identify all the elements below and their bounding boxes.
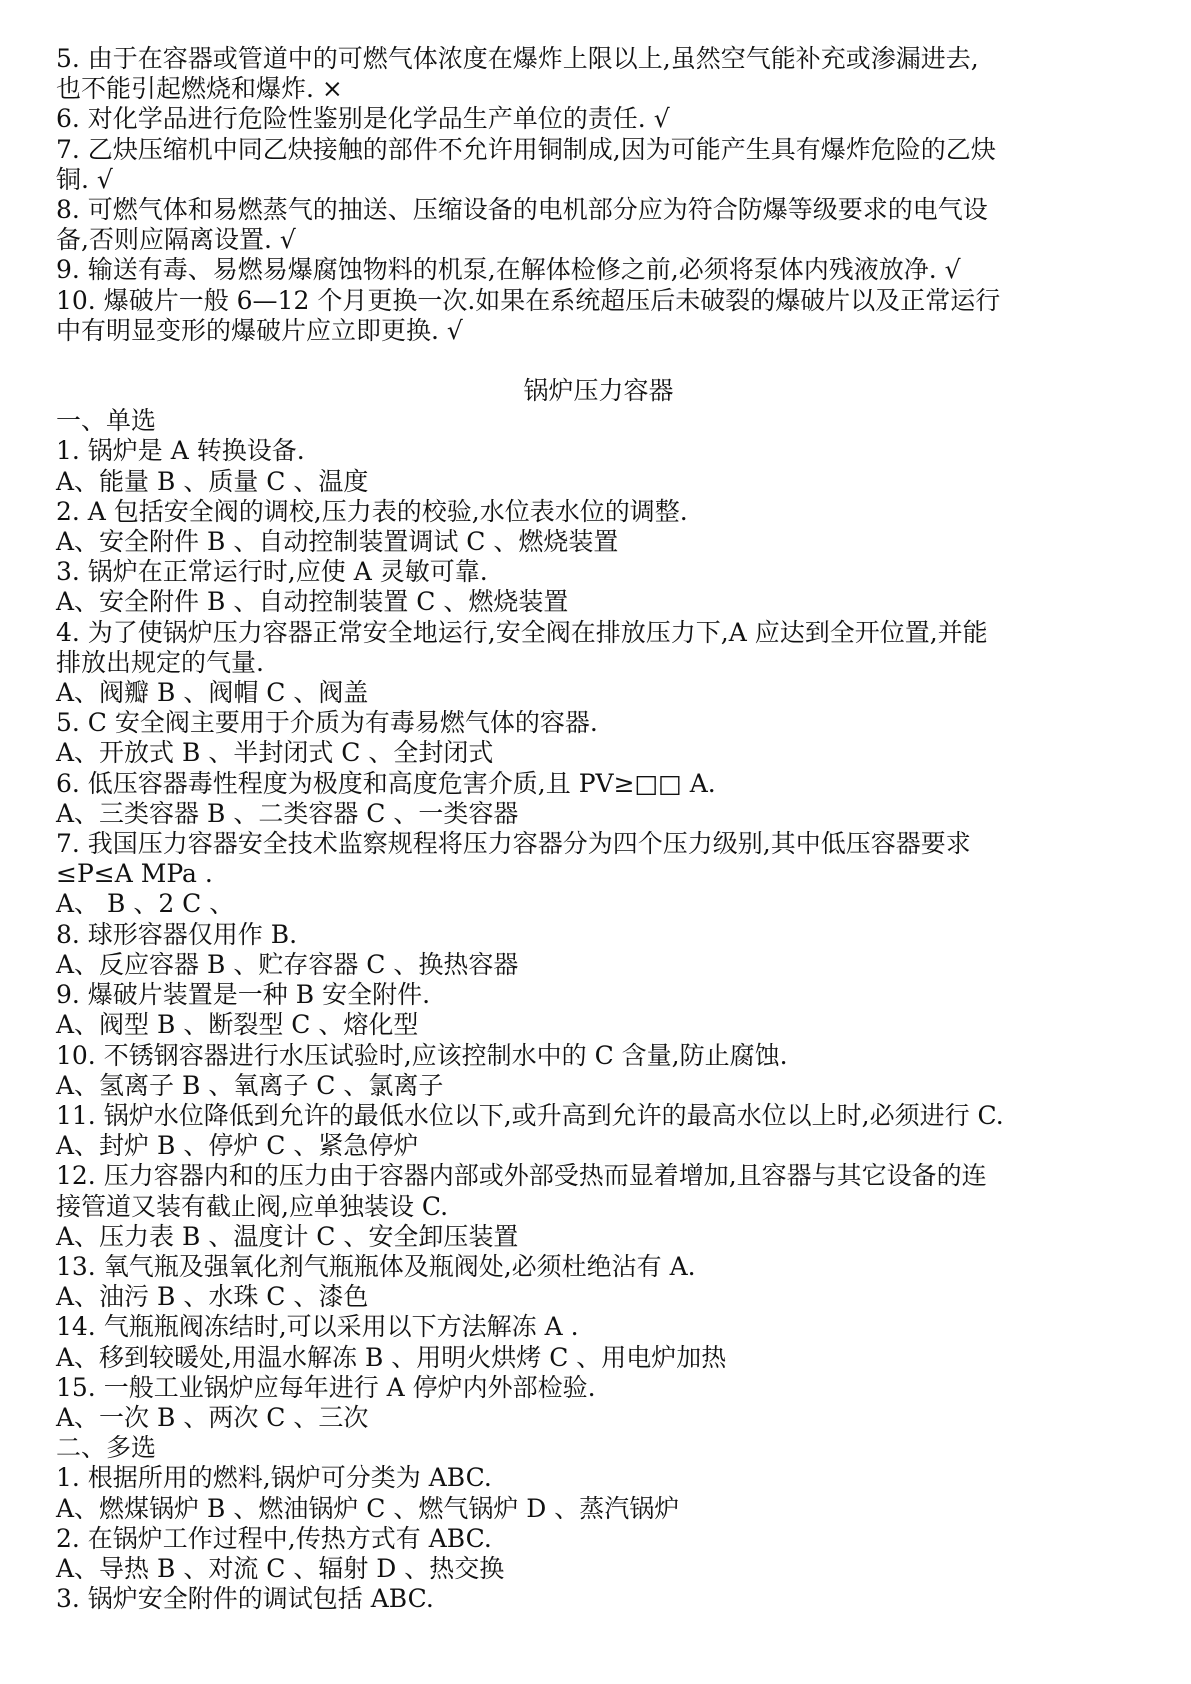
text-line: A、安全附件 B 、自动控制装置 C 、燃烧装置 xyxy=(56,587,569,617)
text-line: A、移到较暖处,用温水解冻 B 、用明火烘烤 C 、用电炉加热 xyxy=(56,1342,727,1372)
text-line: 接管道又装有截止阀,应单独装设 C. xyxy=(56,1191,449,1221)
text-line: 2. 在锅炉工作过程中,传热方式有 ABC. xyxy=(56,1523,492,1553)
text-line: 6. 对化学品进行危险性鉴别是化学品生产单位的责任. √ xyxy=(56,104,670,134)
text-line: A、封炉 B 、停炉 C 、紧急停炉 xyxy=(56,1131,419,1161)
text-line: A、氢离子 B 、氧离子 C 、氯离子 xyxy=(56,1070,444,1100)
text-line: A、反应容器 B 、贮存容器 C 、换热容器 xyxy=(56,949,519,979)
text-line: A、安全附件 B 、自动控制装置调试 C 、燃烧装置 xyxy=(56,527,619,557)
text-line: 1. 根据所用的燃料,锅炉可分类为 ABC. xyxy=(56,1463,492,1493)
text-line: 5. C 安全阀主要用于介质为有毒易燃气体的容器. xyxy=(56,708,598,738)
text-line: A、导热 B 、对流 C 、辐射 D 、热交换 xyxy=(56,1553,505,1583)
text-line: 11. 锅炉水位降低到允许的最低水位以下,或升高到允许的最高水位以上时,必须进行 C. xyxy=(56,1100,1004,1130)
text-line: 2. A 包括安全阀的调校,压力表的校验,水位表水位的调整. xyxy=(56,496,688,526)
text-line: 排放出规定的气量. xyxy=(56,647,264,677)
text-line: A、能量 B 、质量 C 、温度 xyxy=(56,466,369,496)
text-line: 7. 我国压力容器安全技术监察规程将压力容器分为四个压力级别,其中低压容器要求 xyxy=(56,829,971,859)
text-line: 8. 可燃气体和易燃蒸气的抽送、压缩设备的电机部分应为符合防爆等级要求的电气设 xyxy=(56,195,988,225)
section-title: 锅炉压力容器 xyxy=(523,376,674,406)
text-line: A、阀型 B 、断裂型 C 、熔化型 xyxy=(56,1010,419,1040)
text-line: 13. 氧气瓶及强氧化剂气瓶瓶体及瓶阀处,必须杜绝沾有 A. xyxy=(56,1251,696,1281)
text-line: A、三类容器 B 、二类容器 C 、一类容器 xyxy=(56,798,519,828)
text-block-2 xyxy=(56,406,1141,1614)
text-line: A、燃煤锅炉 B 、燃油锅炉 C 、燃气锅炉 D 、蒸汽锅炉 xyxy=(56,1493,680,1523)
text-line: 8. 球形容器仅用作 B. xyxy=(56,919,298,949)
text-line: 也不能引起燃烧和爆炸. × xyxy=(56,74,343,104)
text-line: 二、多选 xyxy=(56,1433,157,1463)
text-block-1 xyxy=(56,44,1141,346)
text-line: A、开放式 B 、半封闭式 C 、全封闭式 xyxy=(56,738,494,768)
text-line: 9. 输送有毒、易燃易爆腐蚀物料的机泵,在解体检修之前,必须将泵体内残液放净. √ xyxy=(56,255,961,285)
text-line: 3. 锅炉安全附件的调试包括 ABC. xyxy=(56,1584,434,1614)
text-line: A、一次 B 、两次 C 、三次 xyxy=(56,1402,369,1432)
text-line: 15. 一般工业锅炉应每年进行 A 停炉内外部检验. xyxy=(56,1372,596,1402)
text-line: 5. 由于在容器或管道中的可燃气体浓度在爆炸上限以上,虽然空气能补充或渗漏进去, xyxy=(56,44,979,73)
text-line: A、油污 B 、水珠 C 、漆色 xyxy=(56,1282,369,1312)
text-line: 12. 压力容器内和的压力由于容器内部或外部受热而显着增加,且容器与其它设备的连 xyxy=(56,1161,987,1191)
text-line: 14. 气瓶瓶阀冻结时,可以采用以下方法解冻 A . xyxy=(56,1312,579,1342)
text-line: 10. 不锈钢容器进行水压试验时,应该控制水中的 C 含量,防止腐蚀. xyxy=(56,1040,788,1070)
text-line: 中有明显变形的爆破片应立即更换. √ xyxy=(56,315,463,345)
text-line: A、压力表 B 、温度计 C 、安全卸压装置 xyxy=(56,1221,519,1251)
text-line: 10. 爆破片一般 6—12 个月更换一次.如果在系统超压后未破裂的爆破片以及正常运行 xyxy=(56,285,1001,315)
text-line: A、 B 、2 C 、 xyxy=(56,889,235,919)
text-line: ≤P≤A MPa . xyxy=(56,859,213,889)
text-line: 一、单选 xyxy=(56,406,157,436)
text-line: A、阀瓣 B 、阀帽 C 、阀盖 xyxy=(56,678,369,708)
text-line: 7. 乙炔压缩机中同乙炔接触的部件不允许用铜制成,因为可能产生具有爆炸危险的乙炔 xyxy=(56,134,996,164)
text-line: 备,否则应隔离设置. √ xyxy=(56,225,296,255)
text-line: 铜. √ xyxy=(56,164,113,194)
text-line: 4. 为了使锅炉压力容器正常安全地运行,安全阀在排放压力下,A 应达到全开位置,并能 xyxy=(56,617,988,647)
text-line: 3. 锅炉在正常运行时,应使 A 灵敏可靠. xyxy=(56,557,488,587)
text-line: 6. 低压容器毒性程度为极度和高度危害介质,且 PV≥□□ A. xyxy=(56,768,716,798)
text-line: 1. 锅炉是 A 转换设备. xyxy=(56,436,305,466)
text-line: 9. 爆破片装置是一种 B 安全附件. xyxy=(56,980,431,1010)
